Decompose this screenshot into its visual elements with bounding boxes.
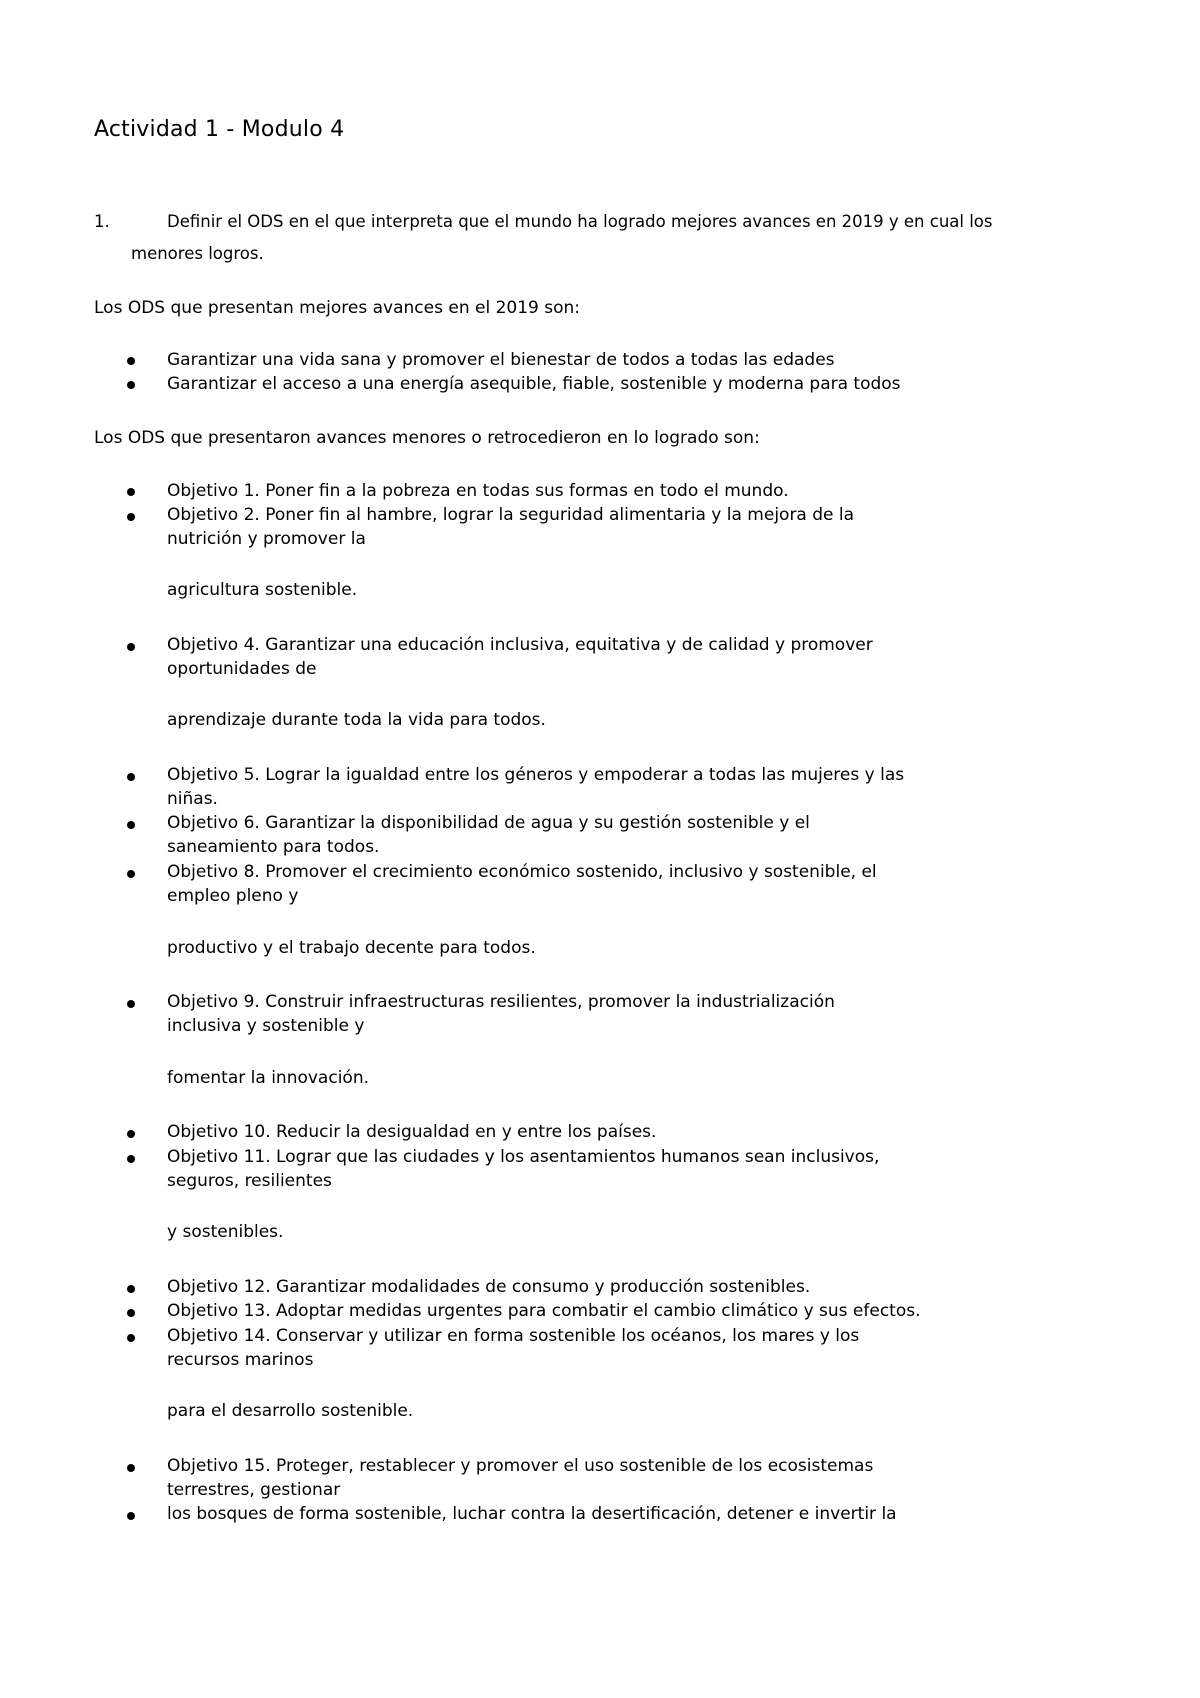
worst-item-line: Objetivo 14. Conservar y utilizar en forma sostenible los océanos, los mares y los bbox=[167, 1326, 860, 1346]
worst-item bbox=[167, 990, 1107, 1038]
worst-item bbox=[167, 860, 1107, 908]
bullet bbox=[127, 773, 135, 781]
worst-item bbox=[167, 479, 1107, 503]
bullet bbox=[127, 821, 135, 829]
bullet bbox=[127, 1512, 135, 1520]
worst-item bbox=[167, 1275, 1107, 1299]
best-item bbox=[167, 348, 1107, 372]
worst-item-line: inclusiva y sostenible y bbox=[167, 1016, 365, 1036]
worst-item bbox=[167, 1324, 1107, 1372]
worst-item bbox=[167, 1145, 1107, 1193]
worst-item bbox=[167, 1299, 1107, 1323]
worst-item-continuation: para el desarrollo sostenible. bbox=[167, 1401, 414, 1421]
worst-item bbox=[167, 1454, 1107, 1502]
bullet bbox=[127, 1285, 135, 1293]
worst-item-line: Objetivo 12. Garantizar modalidades de consumo y producción sostenibles. bbox=[167, 1277, 811, 1297]
question-number: 1. bbox=[94, 212, 110, 231]
worst-item bbox=[167, 1120, 1107, 1144]
worst-item-line: Objetivo 11. Lograr que las ciudades y los asentamientos humanos sean inclusivos, bbox=[167, 1147, 880, 1167]
bullet bbox=[127, 1000, 135, 1008]
worst-item bbox=[167, 763, 1107, 811]
bullet bbox=[127, 643, 135, 651]
question-text-line-1: Definir el ODS en el que interpreta que el mundo ha logrado mejores avances en 2019 y en cual los bbox=[167, 212, 993, 231]
bullet bbox=[127, 357, 135, 365]
best-item-text: Garantizar una vida sana y promover el bienestar de todos a todas las edades bbox=[167, 350, 835, 370]
worst-item-line: Objetivo 4. Garantizar una educación inclusiva, equitativa y de calidad y promover bbox=[167, 635, 873, 655]
bullet bbox=[127, 1464, 135, 1472]
worst-item-continuation: fomentar la innovación. bbox=[167, 1068, 369, 1088]
worst-item-line: empleo pleno y bbox=[167, 886, 299, 906]
worst-item-line: nutrición y promover la bbox=[167, 529, 366, 549]
worst-item-continuation: y sostenibles. bbox=[167, 1222, 284, 1242]
worst-item-continuation: productivo y el trabajo decente para todos. bbox=[167, 938, 536, 958]
worst-item-line: Objetivo 13. Adoptar medidas urgentes para combatir el cambio climático y sus efectos. bbox=[167, 1301, 921, 1321]
worst-item-line: Objetivo 1. Poner fin a la pobreza en todas sus formas en todo el mundo. bbox=[167, 481, 789, 501]
best-intro: Los ODS que presentan mejores avances en el 2019 son: bbox=[94, 298, 581, 318]
bullet bbox=[127, 1334, 135, 1342]
worst-item-line: Objetivo 6. Garantizar la disponibilidad de agua y su gestión sostenible y el bbox=[167, 813, 810, 833]
bullet bbox=[127, 1130, 135, 1138]
bullet bbox=[127, 513, 135, 521]
worst-item-continuation: aprendizaje durante toda la vida para todos. bbox=[167, 710, 546, 730]
worst-item-line: Objetivo 15. Proteger, restablecer y promover el uso sostenible de los ecosistemas bbox=[167, 1456, 874, 1476]
worst-item-line: Objetivo 5. Lograr la igualdad entre los géneros y empoderar a todas las mujeres y las bbox=[167, 765, 905, 785]
worst-item-line: saneamiento para todos. bbox=[167, 837, 380, 857]
worst-item bbox=[167, 633, 1107, 681]
bullet bbox=[127, 381, 135, 389]
worst-item-line: oportunidades de bbox=[167, 659, 317, 679]
bullet bbox=[127, 1155, 135, 1163]
worst-item-line: Objetivo 9. Construir infraestructuras resilientes, promover la industrialización bbox=[167, 992, 835, 1012]
worst-item bbox=[167, 1502, 1107, 1526]
worst-item-line: recursos marinos bbox=[167, 1350, 314, 1370]
worst-item-line: terrestres, gestionar bbox=[167, 1480, 341, 1500]
worst-item-line: seguros, resilientes bbox=[167, 1171, 332, 1191]
worst-item-line: Objetivo 8. Promover el crecimiento económico sostenido, inclusivo y sostenible, el bbox=[167, 862, 877, 882]
worst-item bbox=[167, 811, 1107, 859]
question-text-line-2: menores logros. bbox=[131, 244, 264, 263]
bullet bbox=[127, 870, 135, 878]
best-item-text: Garantizar el acceso a una energía asequible, fiable, sostenible y moderna para todos bbox=[167, 374, 901, 394]
worst-item-line: Objetivo 10. Reducir la desigualdad en y entre los países. bbox=[167, 1122, 657, 1142]
worst-intro: Los ODS que presentaron avances menores o retrocedieron en lo logrado son: bbox=[94, 428, 760, 448]
worst-item-line: niñas. bbox=[167, 789, 218, 809]
worst-item-line: Objetivo 2. Poner fin al hambre, lograr la seguridad alimentaria y la mejora de la bbox=[167, 505, 855, 525]
worst-item bbox=[167, 503, 1107, 551]
bullet bbox=[127, 488, 135, 496]
bullet bbox=[127, 1309, 135, 1317]
worst-item-line: los bosques de forma sostenible, luchar contra la desertificación, detener e invertir la bbox=[167, 1504, 897, 1524]
worst-item-continuation: agricultura sostenible. bbox=[167, 580, 358, 600]
document-title: Actividad 1 - Modulo 4 bbox=[94, 117, 345, 142]
best-item bbox=[167, 372, 1107, 396]
